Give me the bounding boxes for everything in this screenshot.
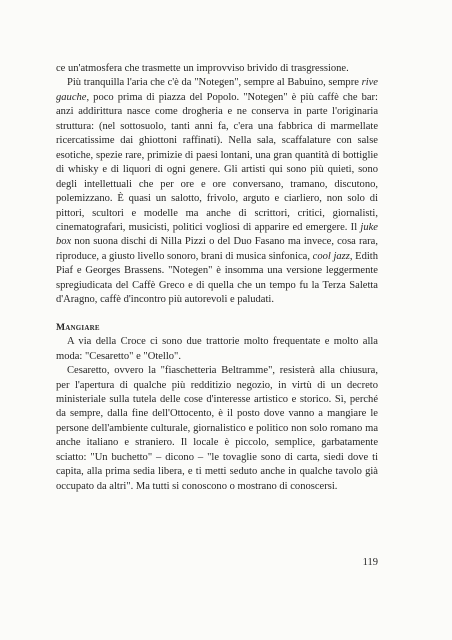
paragraph-continuation: ce un'atmosfera che trasmette un improvviso brivido di trasgressione.	[56, 63, 349, 74]
paragraph-notegen: Più tranquilla l'aria che c'è da "Notegen", sempre al Babuino, sempre rive gauche, poco prima di piazza del Popolo. "Notegen" è più caffè che bar: anzi addirittura nasce come drogheria e ne conserva in parte l'originaria struttura: (nel sottosuolo, tanti anni fa, c'era una fabbrica di marmellate ricercatissime dai ghiottoni raffinati). Nella sala, scaffalature con salse esotiche, spezie rare, primizie di paesi lontani, una gran quantità di bottiglie di whisky e di liquori di ogni genere. Gli artisti qui sono più quieti, sono degli intellettuali che per ore e ore conversano, tramano, discutono, polemizzano. È quasi un salotto, frivolo, arguto e ciarliero, non solo di pittori, scultori e modelle ma anche di scrittori, critici, giornalisti, cinematografari, musicisti, politici vogliosi di apparire ed emergere. Il juke box non suona dischi di Nilla Pizzi o del Duo Fasano ma invece, cosa rara, riproduce, a giusto livello sonoro, brani di musica sinfonica, cool jazz, Edith Piaf e Georges Brassens. "Notegen" è insomma una versione leggermente spregiudicata del Caffè Greco e di quella che un tempo fu la Terza Saletta d'Aragno, caffè d'incontro più autorevoli e paludati.	[56, 77, 378, 306]
italic-phrase: juke box	[56, 221, 378, 248]
italic-phrase: rive gauche	[56, 77, 378, 103]
section-heading-mangiare: Mangiare	[56, 321, 100, 333]
italic-phrase: cool jazz	[312, 250, 350, 262]
paragraph-via-della-croce: A via della Croce ci sono due trattorie molto frequentate e molto alla moda: "Cesaretto" e "Otello".	[56, 336, 378, 362]
page-number: 119	[362, 557, 378, 568]
book-page-text-block	[56, 62, 378, 494]
paragraph-cesaretto: Cesaretto, ovvero la "fiaschetteria Beltramme", resisterà alla chiusura, per l'apertura di qualche più redditizio negozio, in virtù di un decreto ministeriale sulla tutela delle cose d'interesse artistico e storico. Sì, perché da sempre, dalla fine dell'Ottocento, è il posto dove vanno a mangiare le persone dell'ambiente culturale, giornalistico e politico non solo romano ma anche italiano e straniero. Il locale è piccolo, semplice, garbatamente sciatto: "Un buchetto" – dicono – "le tovaglie sono di carta, siedi dove ti capita, alla prima sedia libera, e ti metti seduto anche in qualche tavolo già occupato da altri". Ma tutti si conoscono o mostrano di conoscersi.	[56, 365, 378, 492]
